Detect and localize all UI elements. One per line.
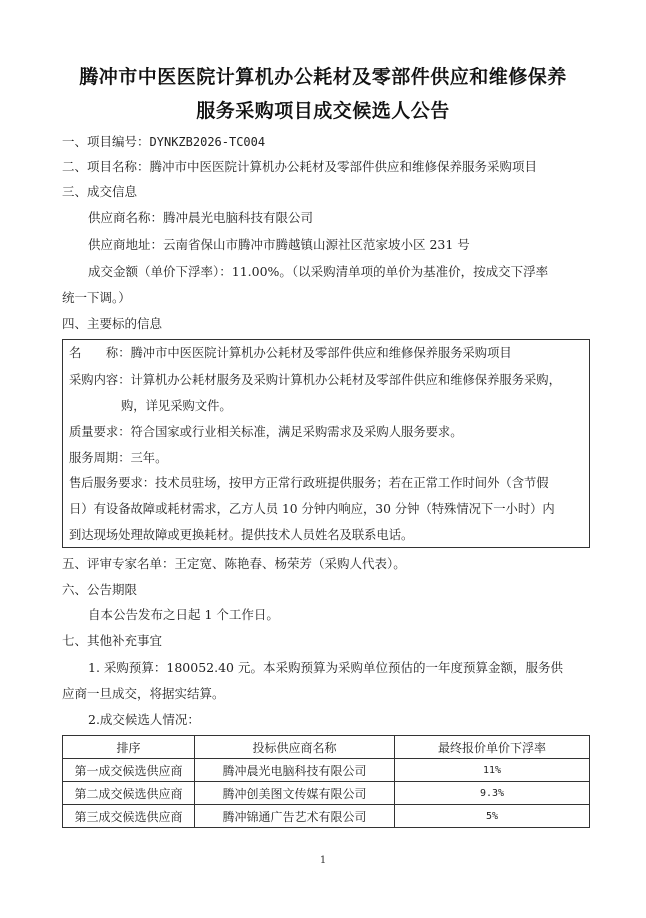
header-rank: 排序 <box>63 736 195 759</box>
header-rate: 最终报价单价下浮率 <box>395 736 590 759</box>
subject-quality: 质量要求：符合国家或行业相关标准，满足采购需求及采购人服务要求。 <box>69 425 463 439</box>
section-main-subject-heading: 四、主要标的信息 <box>62 316 163 331</box>
deal-amount-line-2: 统一下调。） <box>62 290 131 305</box>
cell-rate: 5% <box>395 805 590 828</box>
header-supplier: 投标供应商名称 <box>195 736 395 759</box>
table-row <box>63 782 590 805</box>
cell-rate: 9.3% <box>395 782 590 805</box>
budget-line-1: 1. 采购预算：180052.40 元。本采购预算为采购单位预估的一年度预算金额，服务供 <box>88 660 563 675</box>
subject-name: 名 称：腾冲市中医医院计算机办公耗材及零部件供应和维修保养服务采购项目 <box>69 346 512 360</box>
section-deal-info-heading: 三、成交信息 <box>62 184 138 199</box>
section-notice-period-heading: 六、公告期限 <box>62 582 138 597</box>
project-number-label: 一、项目编号： <box>62 134 150 149</box>
candidates-heading: 2.成交候选人情况： <box>88 712 200 727</box>
cell-rate: 11% <box>395 759 590 782</box>
notice-period-text: 自本公告发布之日起 1 个工作日。 <box>88 607 279 622</box>
section-review-experts: 五、评审专家名单：王定宽、陈艳春、杨荣芳（采购人代表）。 <box>62 556 406 571</box>
cell-supplier: 腾冲锦通广告艺术有限公司 <box>195 805 395 828</box>
subject-content-line-2: 购，详见采购文件。 <box>121 399 232 413</box>
cell-supplier: 腾冲创美图文传媒有限公司 <box>195 782 395 805</box>
subject-after-sales-line-2: 日）有设备故障或耗材需求，乙方人员 10 分钟内响应，30 分钟（特殊情况下一小时）内 <box>69 502 555 516</box>
project-name-label: 二、项目名称： <box>62 159 150 174</box>
subject-after-sales-line-1: 售后服务要求：技术员驻场，按甲方正常行政班提供服务；若在正常工作时间外（含节假 <box>69 476 549 490</box>
candidates-table <box>62 735 590 828</box>
project-number-value: DYNKZB2026-TC004 <box>149 135 266 149</box>
title-line-1: 腾冲市中医医院计算机办公耗材及零部件供应和维修保养 <box>79 66 567 88</box>
supplier-name: 供应商名称：腾冲晨光电脑科技有限公司 <box>88 210 314 225</box>
section-project-number <box>62 134 265 150</box>
subject-content-line-1: 采购内容：计算机办公耗材服务及采购计算机办公耗材及零部件供应和维修保养服务采购， <box>69 373 561 387</box>
cell-rank: 第二成交候选供应商 <box>63 782 195 805</box>
budget-line-2: 应商一旦成交，将据实结算。 <box>62 686 225 701</box>
table-row <box>63 805 590 828</box>
deal-amount-line-1: 成交金额（单价下浮率）：11.00%。（以采购清单项的单价为基准价，按成交下浮率 <box>88 264 549 279</box>
title-line-2: 服务采购项目成交候选人公告 <box>196 100 450 122</box>
table-row <box>63 759 590 782</box>
cell-rank: 第一成交候选供应商 <box>63 759 195 782</box>
subject-after-sales-line-3: 到达现场处理故障或更换耗材。提供技术人员姓名及联系电话。 <box>69 528 414 542</box>
section-project-name <box>62 159 537 175</box>
page-number: 1 <box>319 855 327 866</box>
section-supplementary-heading: 七、其他补充事宜 <box>62 633 163 648</box>
project-name-value: 腾冲市中医医院计算机办公耗材及零部件供应和维修保养服务采购项目 <box>149 159 538 174</box>
cell-rank: 第三成交候选供应商 <box>63 805 195 828</box>
subject-service-period: 服务周期：三年。 <box>69 451 168 465</box>
table-header-row <box>63 736 590 759</box>
main-subject-box <box>62 339 590 548</box>
cell-supplier: 腾冲晨光电脑科技有限公司 <box>195 759 395 782</box>
supplier-address: 供应商地址：云南省保山市腾冲市腾越镇山源社区范家坡小区 231 号 <box>88 237 470 252</box>
